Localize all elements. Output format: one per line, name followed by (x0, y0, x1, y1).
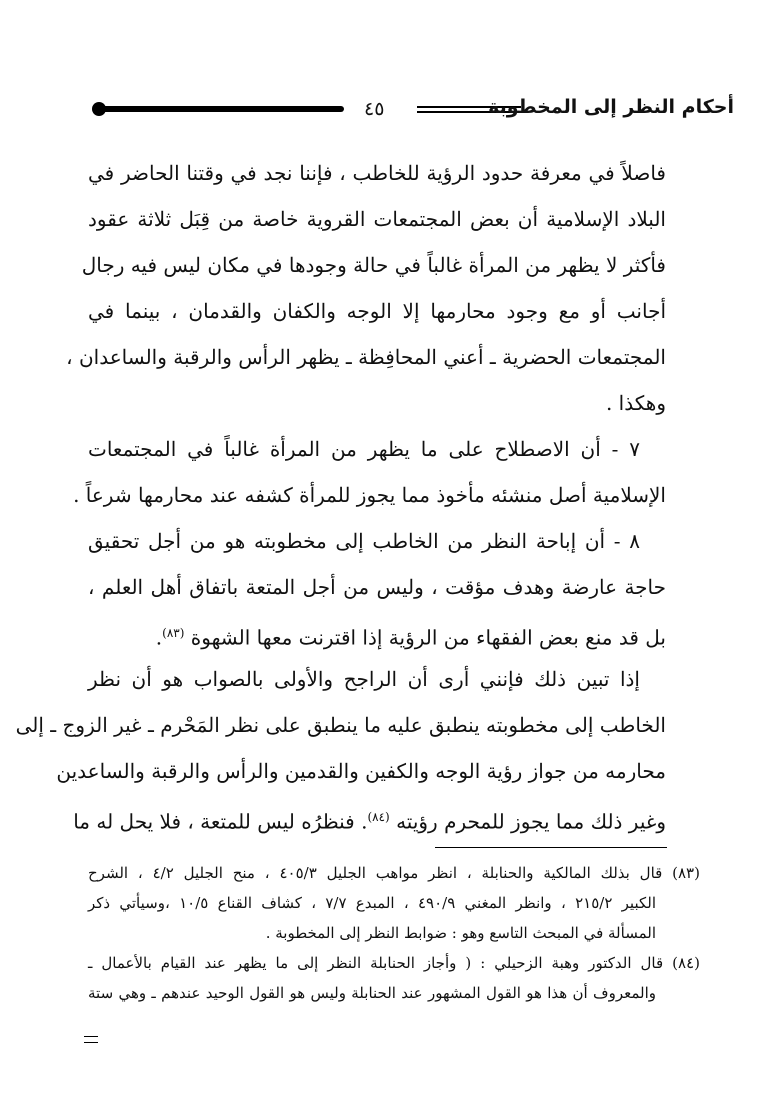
body-line-point-8: ٨ - أن إباحة النظر من الخاطب إلى مخطوبته هو من أجل تحقيق (88, 529, 640, 553)
body-line-point-7: ٧ - أن الاصطلاح على ما يظهر من المرأة غالباً في المجتمعات (88, 437, 640, 461)
footnote-83-line: الكبير ٢١٥/٢ ، وانظر المغني ٤٩٠/٩ ، المبدع ٧/٧ ، كشاف القناع ١٠/٥ ،وسيأتي ذكر (88, 894, 657, 912)
footnotes (88, 858, 700, 1008)
body-line-with-ref (88, 610, 666, 656)
body-line: فاصلاً في معرفة حدود الرؤية للخاطب ، فإننا نجد في وقتنا الحاضر في (88, 161, 666, 185)
body-line: المجتمعات الحضرية ـ أعني المحافِظة ـ يظهر الرأس والرقبة والساعدان ، (66, 345, 666, 369)
footnote-ref-84: (٨٤) (367, 810, 390, 824)
footnote-84-line: (٨٤) قال الدكتور وهبة الزحيلي : ( وأجاز الحنابلة النظر إلى ما يظهر عند القيام بالأعمال ـ (88, 954, 700, 972)
body-line-text: وغير ذلك مما يجوز للمحرم رؤيته (396, 809, 666, 834)
running-header (92, 92, 734, 132)
page-number: ٤٥ (364, 98, 385, 120)
body-line-text: . فنظرُه ليس للمتعة ، فلا يحل له ما (73, 809, 368, 834)
body-line: الإسلامية أصل منشئه مأخوذ مما يجوز للمرأة كشفه عند محارمها شرعاً . (73, 483, 666, 507)
body-line: الخاطب إلى مخطوبته ينطبق عليه ما ينطبق على نظر المَحْرم ـ غير الزوج ـ إلى (15, 713, 666, 737)
body-line: البلاد الإسلامية أن بعض المجتمعات القروية خاصة من قِبَل ثلاثة عقود (88, 207, 666, 231)
body-line: وهكذا . (605, 391, 666, 415)
footnote-ref-83: (٨٣) (162, 626, 185, 640)
body-line: حاجة عارضة وهدف مؤقت ، وليس من أجل المتعة باتفاق أهل العلم ، (88, 575, 666, 599)
body-line: إذا تبين ذلك فإنني أرى أن الراجح والأولى بالصواب هو أن نظر (88, 667, 640, 691)
body-line: أجانب أو مع وجود محارمها إلا الوجه والكفان والقدمان ، بينما في (88, 299, 666, 323)
running-title: أحكام النظر إلى المخطوبة (488, 96, 734, 118)
body-line: فأكثر لا يظهر من المرأة غالباً في حالة وجودها في مكان ليس فيه رجال (81, 253, 666, 277)
footnote-83-line: (٨٣) قال بذلك المالكية والحنابلة ، انظر مواهب الجليل ٤٠٥/٣ ، منح الجليل ٤/٢ ، الشرح (88, 864, 700, 882)
body-line: محارمه من جواز رؤية الوجه والكفين والقدمين والرأس والرقبة والساعدين (56, 759, 666, 783)
sentence-end: . (155, 625, 163, 650)
body-line-with-ref (73, 794, 666, 840)
body-line-text: بل قد منع بعض الفقهاء من الرؤية إذا اقترنت معها الشهوة (190, 625, 666, 650)
footnote-separator (435, 847, 667, 848)
footnote-83-line: المسألة في المبحث التاسع وهو : ضوابط النظر إلى المخطوبة . (265, 924, 656, 942)
footnote-84-line: والمعروف أن هذا هو القول المشهور عند الحنابلة وليس هو القول الوحيد عندهم ـ وهي ستة (88, 984, 656, 1002)
footnote-continued-mark (84, 1036, 98, 1043)
header-rule-long (100, 106, 344, 112)
body-text (15, 150, 666, 840)
